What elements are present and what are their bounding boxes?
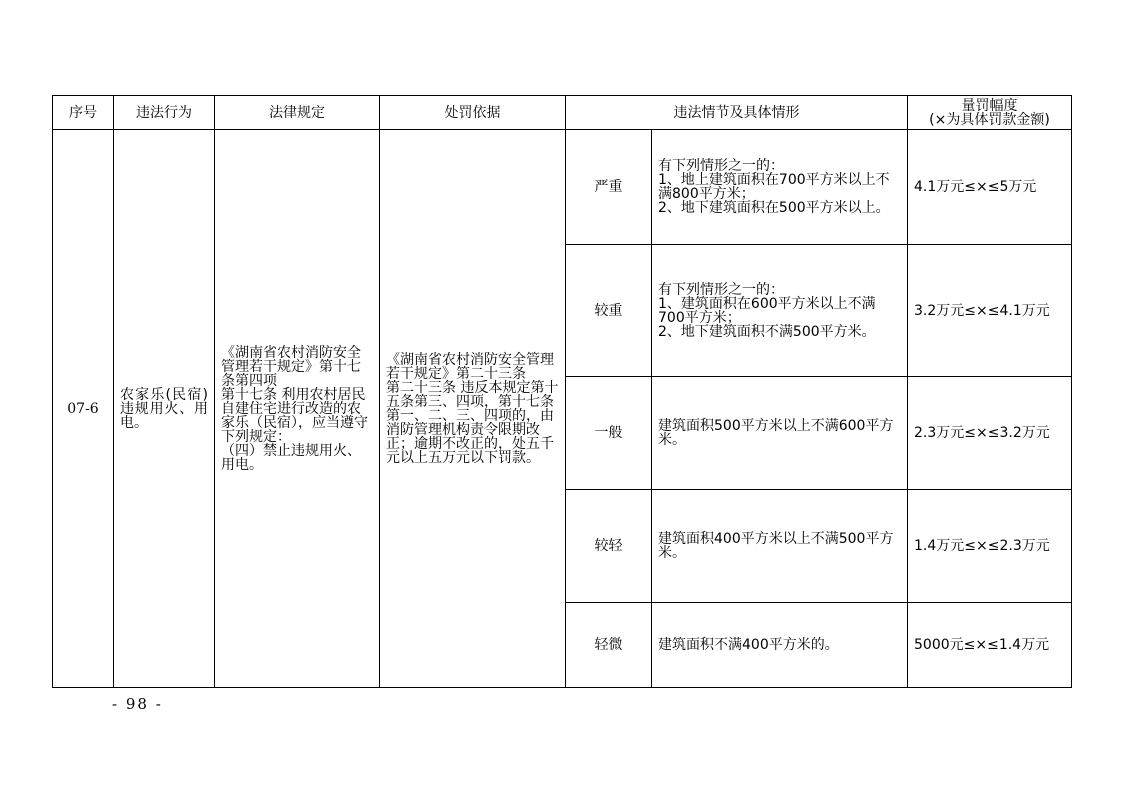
level-label: 较轻 [566,490,652,603]
level-amount: 5000元≤×≤1.4万元 [908,603,1072,688]
level-amount: 1.4万元≤×≤2.3万元 [908,490,1072,603]
level-detail: 建筑面积500平方米以上不满600平方米。 [652,377,908,490]
header-seq: 序号 [53,96,114,130]
header-behavior: 违法行为 [114,96,215,130]
level-label: 较重 [566,245,652,377]
header-legal: 法律规定 [215,96,380,130]
level-label: 轻微 [566,603,652,688]
header-circumstance: 违法情节及具体情形 [566,96,908,130]
level-label: 一般 [566,377,652,490]
level-detail: 建筑面积400平方米以上不满500平方米。 [652,490,908,603]
item-basis: 《湖南省农村消防安全管理若干规定》第二十三条 第二十三条 违反本规定第十五条第三、四项，第十七条第一、二、三、四项的，由消防管理机构责令限期改正；逾期不改正的，处五千元以上五万元以下罚款。 [380,130,566,688]
penalty-table [52,95,1072,688]
header-penalty: 量罚幅度 (×为具体罚款金额) [908,96,1072,130]
level-label: 严重 [566,130,652,245]
level-amount: 2.3万元≤×≤3.2万元 [908,377,1072,490]
level-amount: 4.1万元≤×≤5万元 [908,130,1072,245]
level-detail: 建筑面积不满400平方米的。 [652,603,908,688]
level-detail: 有下列情形之一的： 1、地上建筑面积在700平方米以上不满800平方米； 2、地下建筑面积在500平方米以上。 [652,130,908,245]
level-detail: 有下列情形之一的： 1、建筑面积在600平方米以上不满700平方米； 2、地下建筑面积不满500平方米。 [652,245,908,377]
table-row [53,130,1072,245]
item-behavior: 农家乐(民宿)违规用火、用电。 [114,130,215,688]
page-number: - 98 - [112,695,163,713]
header-row [53,96,1072,130]
level-amount: 3.2万元≤×≤4.1万元 [908,245,1072,377]
item-seq: 07-6 [53,130,114,688]
header-basis: 处罚依据 [380,96,566,130]
item-legal: 《湖南省农村消防安全管理若干规定》第十七条第四项 第十七条 利用农村居民自建住宅进行改造的农家乐（民宿），应当遵守下列规定： （四）禁止违规用火、用电。 [215,130,380,688]
